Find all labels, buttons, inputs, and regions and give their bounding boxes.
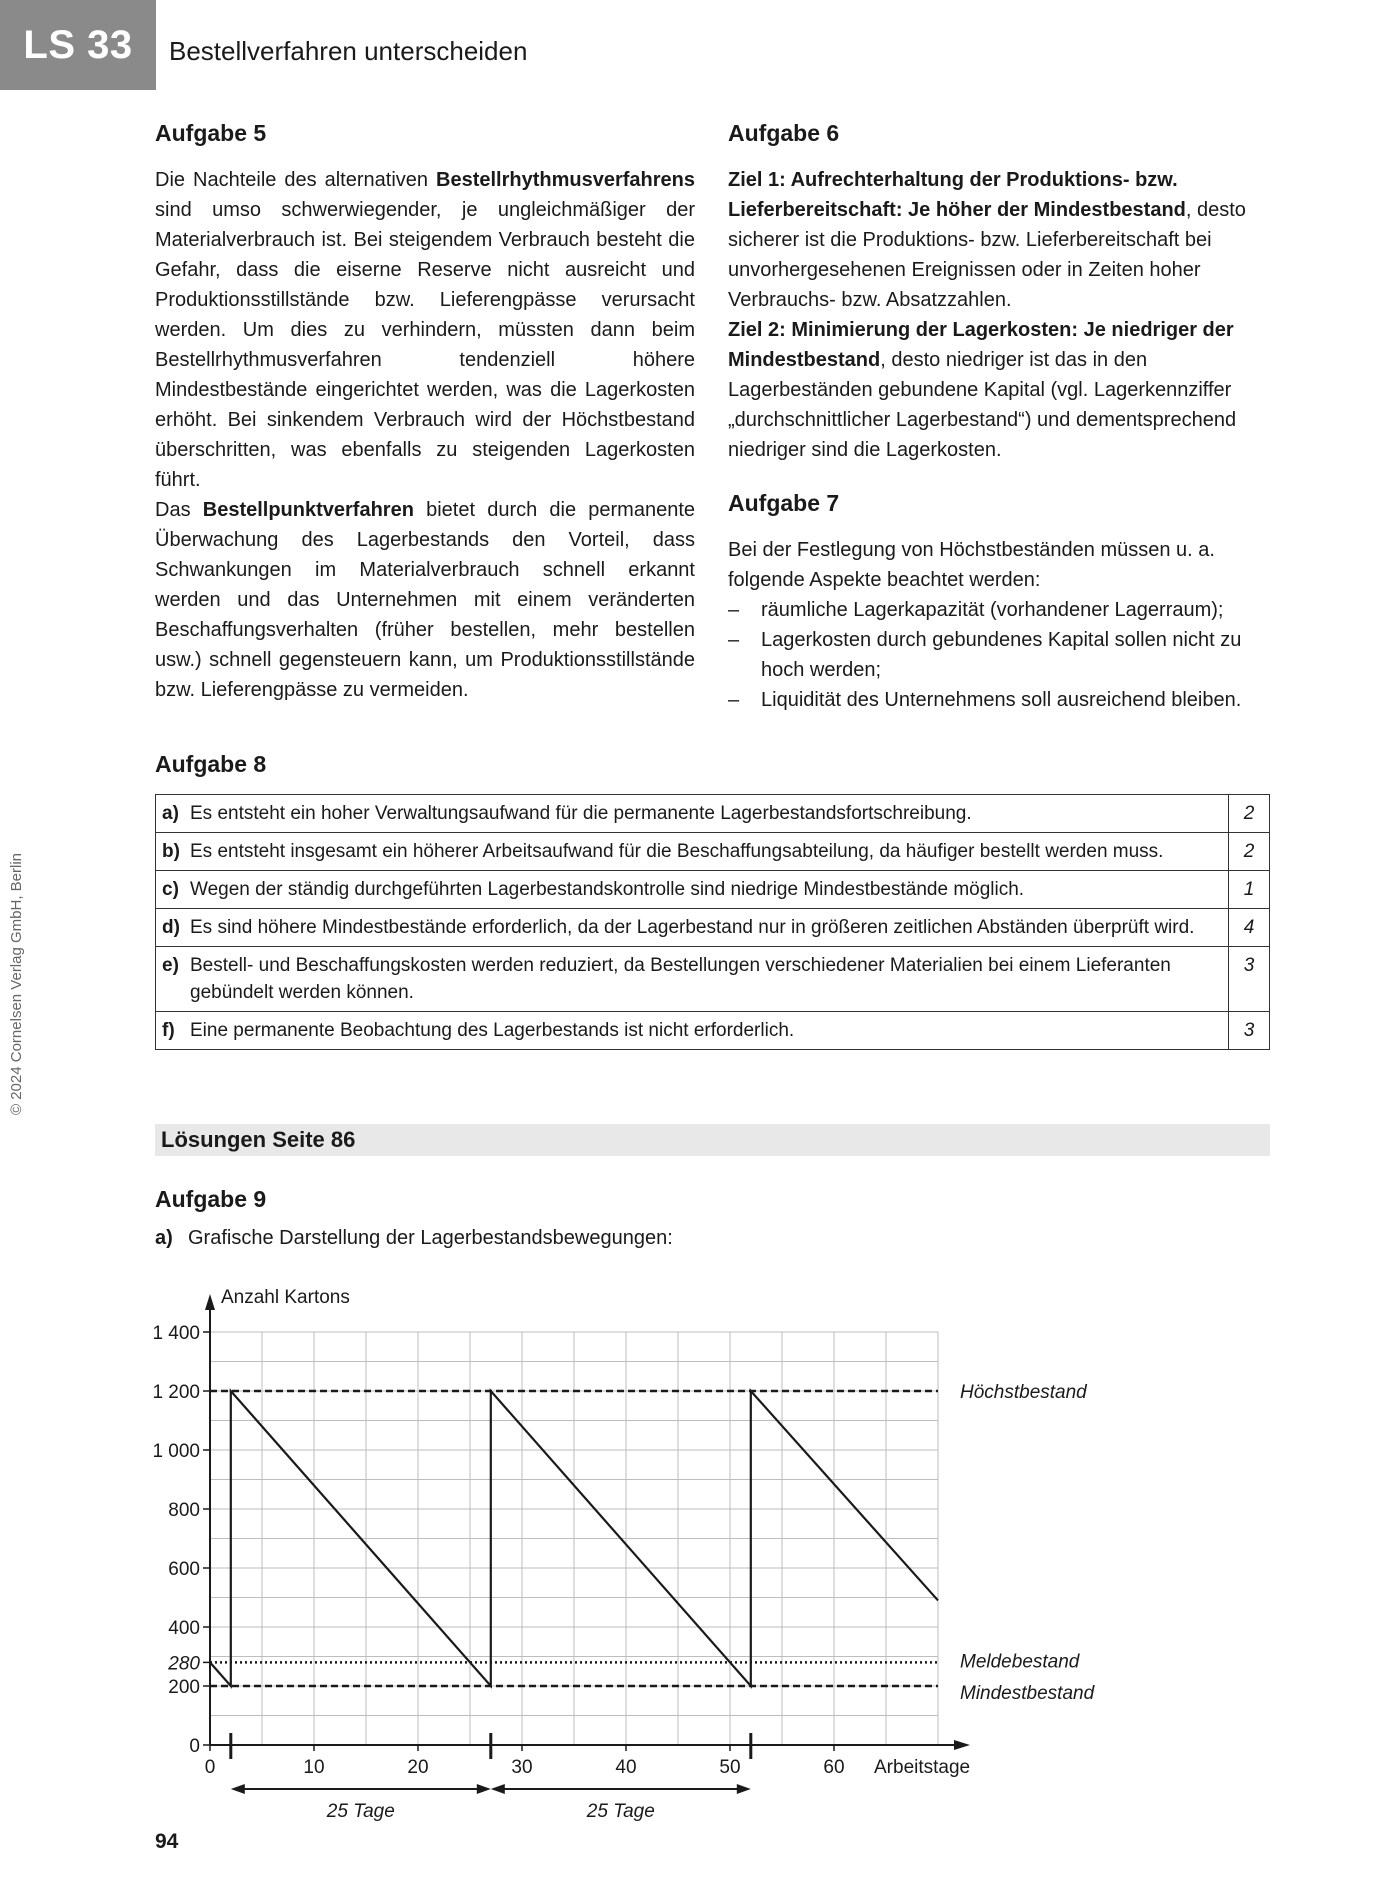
text-run: Das	[155, 499, 203, 521]
reference-line-label: Höchstbestand	[960, 1382, 1087, 1403]
text-run: bietet durch die permanente Überwachung des Lagerbestands den Vorteil, dass Schwankungen im Materialverbrauch schnell erkannt werden und das Unternehmen mit einem veränderten Beschaffungsverhalten (früher bestellen, mehr bestellen usw.) schnell gegensteuern kann, um Produktionsstillstände bzw. Lieferengpässe zu vermeiden.	[155, 499, 696, 701]
reference-line-label: Meldebestand	[960, 1651, 1080, 1673]
aufgabe7-list	[728, 595, 1273, 715]
aufgabe7-intro: Bei der Festlegung von Höchstbeständen müssen u. a. folgende Aspekte beachtet werden:	[728, 539, 1215, 591]
aufgabe5-paragraph-2	[155, 495, 695, 705]
table-row	[156, 909, 1270, 947]
table-row	[156, 833, 1270, 871]
interval-arrow-head	[491, 1784, 505, 1794]
aufgabe7-title: Aufgabe 7	[728, 490, 840, 516]
bold-term: Ziel 1: Aufrechterhaltung der Produktions- bzw. Lieferbereitschaft: Je höher der Mindestbestand	[728, 169, 1186, 221]
statement-text: Eine permanente Beobachtung des Lagerbestands ist nicht erforderlich.	[190, 1020, 795, 1041]
aufgabe5-paragraph-1	[155, 165, 695, 495]
aufgabe8-section	[155, 746, 1270, 1050]
text-run: sind umso schwerwiegender, je ungleichmäßiger der Materialverbrauch ist. Bei steigendem Verbrauch besteht die Gefahr, dass die eiserne Reserve nicht ausreicht und Produktionsstillstände bzw. Lieferengpässe verursacht werden. Um dies zu verhindern, müssten dann beim Bestellrhythmusverfahren tendenziell höhere Mindestbestände eingerichtet werden, was die Lagerkosten erhöht. Bei sinkendem Verbrauch wird der Höchstbestand überschritten, was ebenfalls zu steigenden Lagerkosten führt.	[155, 199, 695, 491]
statement-letter: e)	[162, 955, 179, 976]
aufgabe6-title: Aufgabe 6	[728, 120, 840, 146]
aufgabe9-title: Aufgabe 9	[155, 1186, 267, 1212]
x-axis-arrow	[954, 1740, 970, 1750]
x-tick-label: 50	[719, 1757, 741, 1778]
list-item: – Liquidität des Unternehmens soll ausreichend bleiben.	[728, 685, 1273, 715]
statement-text: Wegen der ständig durchgeführten Lagerbestandskontrolle sind niedrige Mindestbestände möglich.	[190, 879, 1025, 900]
aufgabe8-title: Aufgabe 8	[155, 751, 267, 777]
x-axis-label: Arbeitstage	[874, 1757, 971, 1778]
statement-cell	[156, 871, 1229, 909]
x-tick-label: 30	[511, 1757, 533, 1778]
interval-arrow-head	[477, 1784, 491, 1794]
y-tick-label: 800	[168, 1500, 200, 1521]
bold-term: Bestellpunktverfahren	[202, 499, 414, 521]
y-axis-label: Anzahl Kartons	[221, 1287, 350, 1308]
statement-letter: c)	[162, 879, 179, 900]
bold-term: Bestellrhythmusverfahrens	[436, 169, 695, 191]
statement-letter: a)	[162, 803, 179, 824]
x-tick-label: 40	[615, 1757, 637, 1778]
y-axis-arrow	[205, 1294, 215, 1310]
reference-line-label: Mindestbestand	[960, 1683, 1095, 1704]
answer-number: 2	[1229, 795, 1270, 833]
text-run: Die Nachteile des alternativen	[155, 169, 437, 191]
statement-text: Es entsteht ein hoher Verwaltungsaufwand für die permanente Lagerbestandsfortschreibung.	[190, 803, 972, 824]
y-tick-label: 0	[189, 1736, 200, 1757]
copyright-note: © 2024 Cornelsen Verlag GmbH, Berlin	[8, 852, 25, 1115]
y-tick-label: 1 400	[152, 1323, 200, 1344]
meldebestand-tick-label: 280	[168, 1653, 200, 1675]
answer-number: 3	[1229, 947, 1270, 1012]
interval-label: 25 Tage	[586, 1801, 655, 1822]
list-item: – Lagerkosten durch gebundenes Kapital sollen nicht zu hoch werden;	[728, 625, 1273, 685]
table-row	[156, 871, 1270, 909]
y-tick-label: 1 000	[152, 1441, 200, 1462]
aufgabe6-ziel2	[728, 315, 1273, 465]
table-row	[156, 795, 1270, 833]
subtask-letter: a)	[155, 1227, 173, 1249]
aufgabe9-subtask	[155, 1223, 1270, 1253]
statement-letter: b)	[162, 841, 180, 862]
aufgabe8-table	[155, 794, 1270, 1050]
x-tick-label: 0	[204, 1757, 216, 1778]
text-run: , desto niedriger ist das in den Lagerbeständen gebundene Kapital (vgl. Lagerkennziffer „durchschnittlicher Lagerbestand“) und dementsprechend niedriger sind die Lagerkosten.	[728, 349, 1237, 461]
chapter-badge: LS 33	[0, 0, 156, 90]
aufgabe5-section	[155, 115, 695, 705]
x-tick-label: 10	[303, 1757, 325, 1778]
statement-text: Es entsteht insgesamt ein höherer Arbeitsaufwand für die Beschaffungsabteilung, da häufiger bestellt werden muss.	[190, 841, 1164, 862]
answer-number: 1	[1229, 871, 1270, 909]
answer-number: 2	[1229, 833, 1270, 871]
x-tick-label: 60	[823, 1757, 845, 1778]
y-tick-label: 1 200	[152, 1382, 200, 1403]
interval-arrow-head	[737, 1784, 751, 1794]
statement-letter: d)	[162, 917, 180, 938]
statement-cell	[156, 1012, 1229, 1050]
page-number: 94	[155, 1830, 179, 1853]
table-row	[156, 947, 1270, 1012]
interval-arrow-head	[231, 1784, 245, 1794]
answer-number: 3	[1229, 1012, 1270, 1050]
inventory-chart	[0, 1270, 1378, 1830]
statement-cell	[156, 947, 1229, 1012]
statement-cell	[156, 833, 1229, 871]
statement-letter: f)	[162, 1020, 175, 1041]
y-tick-label: 600	[168, 1559, 200, 1580]
y-tick-label: 200	[168, 1677, 200, 1698]
aufgabe9-section	[155, 1181, 1270, 1253]
page-title: Bestellverfahren unterscheiden	[169, 36, 528, 66]
y-tick-label: 400	[168, 1618, 200, 1639]
subtask-text: Grafische Darstellung der Lagerbestandsbewegungen:	[188, 1227, 673, 1249]
statement-cell	[156, 795, 1229, 833]
statement-text: Es sind höhere Mindestbestände erforderlich, da der Lagerbestand nur in größeren zeitlichen Abständen überprüft wird.	[190, 917, 1195, 938]
bold-term: Ziel 2: Minimierung der Lagerkosten: Je niedriger der Mindestbestand	[728, 319, 1234, 371]
answer-number: 4	[1229, 909, 1270, 947]
aufgabe6-7-section	[728, 115, 1273, 715]
statement-cell	[156, 909, 1229, 947]
interval-label: 25 Tage	[326, 1801, 395, 1822]
list-item: – räumliche Lagerkapazität (vorhandener Lagerraum);	[728, 595, 1273, 625]
statement-text: Bestell- und Beschaffungskosten werden reduziert, da Bestellungen verschiedener Materialien bei einem Lieferanten gebündelt werden können.	[190, 955, 1171, 1003]
table-row	[156, 1012, 1270, 1050]
solutions-banner: Lösungen Seite 86	[155, 1124, 1270, 1156]
aufgabe5-title: Aufgabe 5	[155, 120, 267, 146]
text-run: , desto sicherer ist die Produktions- bzw. Lieferbereitschaft bei unvorhergesehenen Ereignissen oder in Zeiten hoher Verbrauchs- bzw. Absatzzahlen.	[728, 199, 1246, 311]
aufgabe6-ziel1	[728, 165, 1273, 315]
x-tick-label: 20	[407, 1757, 429, 1778]
